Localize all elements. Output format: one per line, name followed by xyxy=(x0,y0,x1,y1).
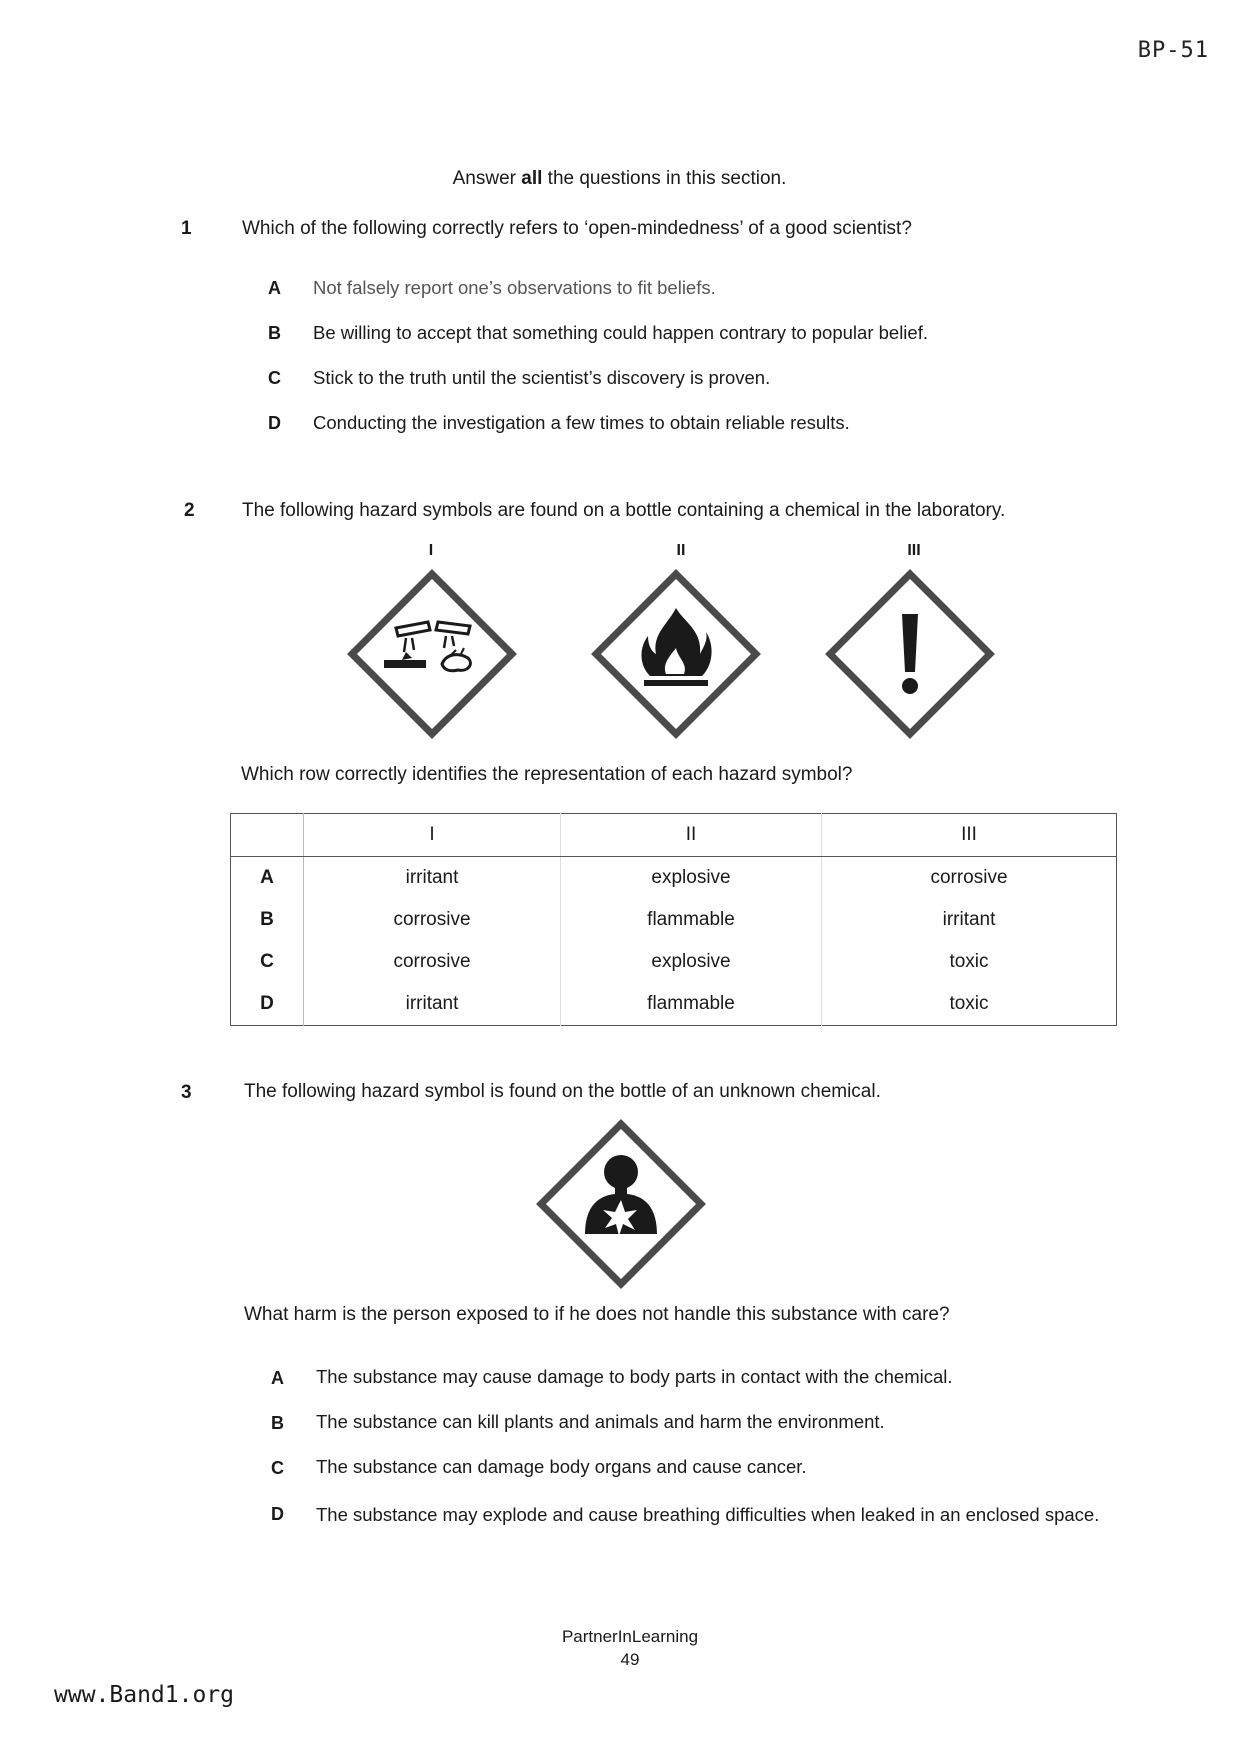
answer-table xyxy=(230,813,1117,1026)
option-text: Not falsely report one’s observations to fit beliefs. xyxy=(313,277,716,298)
row-letter: D xyxy=(231,983,304,1026)
option-text: The substance may explode and cause breathing difficulties when leaked in an enclosed space. xyxy=(316,1504,1100,1525)
table-cell: irritant xyxy=(942,909,996,930)
symbol-label: I xyxy=(428,542,434,559)
option-text: Conducting the investigation a few times to obtain reliable results. xyxy=(313,412,850,433)
question-number: 3 xyxy=(181,1082,192,1103)
symbol-label: II xyxy=(676,542,686,559)
table-row xyxy=(231,941,1117,983)
option-text: The substance may cause damage to body parts in contact with the chemical. xyxy=(316,1366,953,1387)
option-text: The substance can kill plants and animals and harm the environment. xyxy=(316,1411,885,1432)
option-letter: D xyxy=(271,1504,284,1524)
option-letter: D xyxy=(268,413,281,433)
table-header: II xyxy=(561,814,822,857)
table-row xyxy=(231,983,1117,1026)
table-header-row xyxy=(231,814,1117,857)
row-letter: B xyxy=(231,899,304,941)
question-number: 2 xyxy=(184,500,195,521)
option-letter: A xyxy=(271,1368,284,1388)
option-text: The substance can damage body organs and cause cancer. xyxy=(316,1456,807,1477)
table-cell: explosive xyxy=(561,941,822,983)
option-letter: A xyxy=(268,278,281,298)
section-instruction: Answer all the questions in this section. xyxy=(452,168,787,189)
table-cell: corrosive xyxy=(304,899,561,941)
table-cell: corrosive xyxy=(304,941,561,983)
footer-brand: PartnerInLearning xyxy=(561,1627,699,1646)
table-row xyxy=(231,857,1117,900)
table-cell: toxic xyxy=(949,951,989,972)
table-cell: toxic xyxy=(949,993,989,1014)
table-cell: flammable xyxy=(561,983,822,1026)
health-hazard-icon xyxy=(535,1118,707,1290)
table-row xyxy=(231,899,1117,941)
table-cell: irritant xyxy=(304,857,561,900)
corrosive-icon xyxy=(346,568,518,740)
table-header: I xyxy=(304,814,561,857)
option-text: Stick to the truth until the scientist’s discovery is proven. xyxy=(313,367,771,388)
symbol-label: III xyxy=(907,542,921,559)
question-text: The following hazard symbol is found on the bottle of an unknown chemical. xyxy=(244,1081,881,1102)
option-letter: B xyxy=(271,1413,284,1433)
option-text: Be willing to accept that something could happen contrary to popular belief. xyxy=(313,322,928,343)
page-number: 49 xyxy=(620,1650,640,1669)
table-cell: corrosive xyxy=(930,867,1008,888)
question-number: 1 xyxy=(181,218,192,239)
table-question: Which row correctly identifies the representation of each hazard symbol? xyxy=(241,764,853,785)
table-cell: irritant xyxy=(304,983,561,1026)
table-header xyxy=(231,814,304,857)
row-letter: C xyxy=(231,941,304,983)
option-letter: C xyxy=(268,368,281,388)
question-text: Which of the following correctly refers to ‘open-mindedness’ of a good scientist? xyxy=(242,218,912,239)
flammable-icon xyxy=(590,568,762,740)
exclamation-icon xyxy=(824,568,996,740)
site-watermark: www.Band1.org xyxy=(54,1682,235,1708)
row-letter: A xyxy=(231,857,304,900)
option-letter: B xyxy=(268,323,281,343)
question-text: The following hazard symbols are found on a bottle containing a chemical in the laboratory. xyxy=(242,500,1006,521)
paper-code: BP-51 xyxy=(1137,38,1209,63)
harm-question: What harm is the person exposed to if he does not handle this substance with care? xyxy=(244,1304,950,1325)
table-header: III xyxy=(822,814,1117,857)
table-cell: flammable xyxy=(561,899,822,941)
table-cell: explosive xyxy=(561,857,822,900)
option-letter: C xyxy=(271,1458,284,1478)
